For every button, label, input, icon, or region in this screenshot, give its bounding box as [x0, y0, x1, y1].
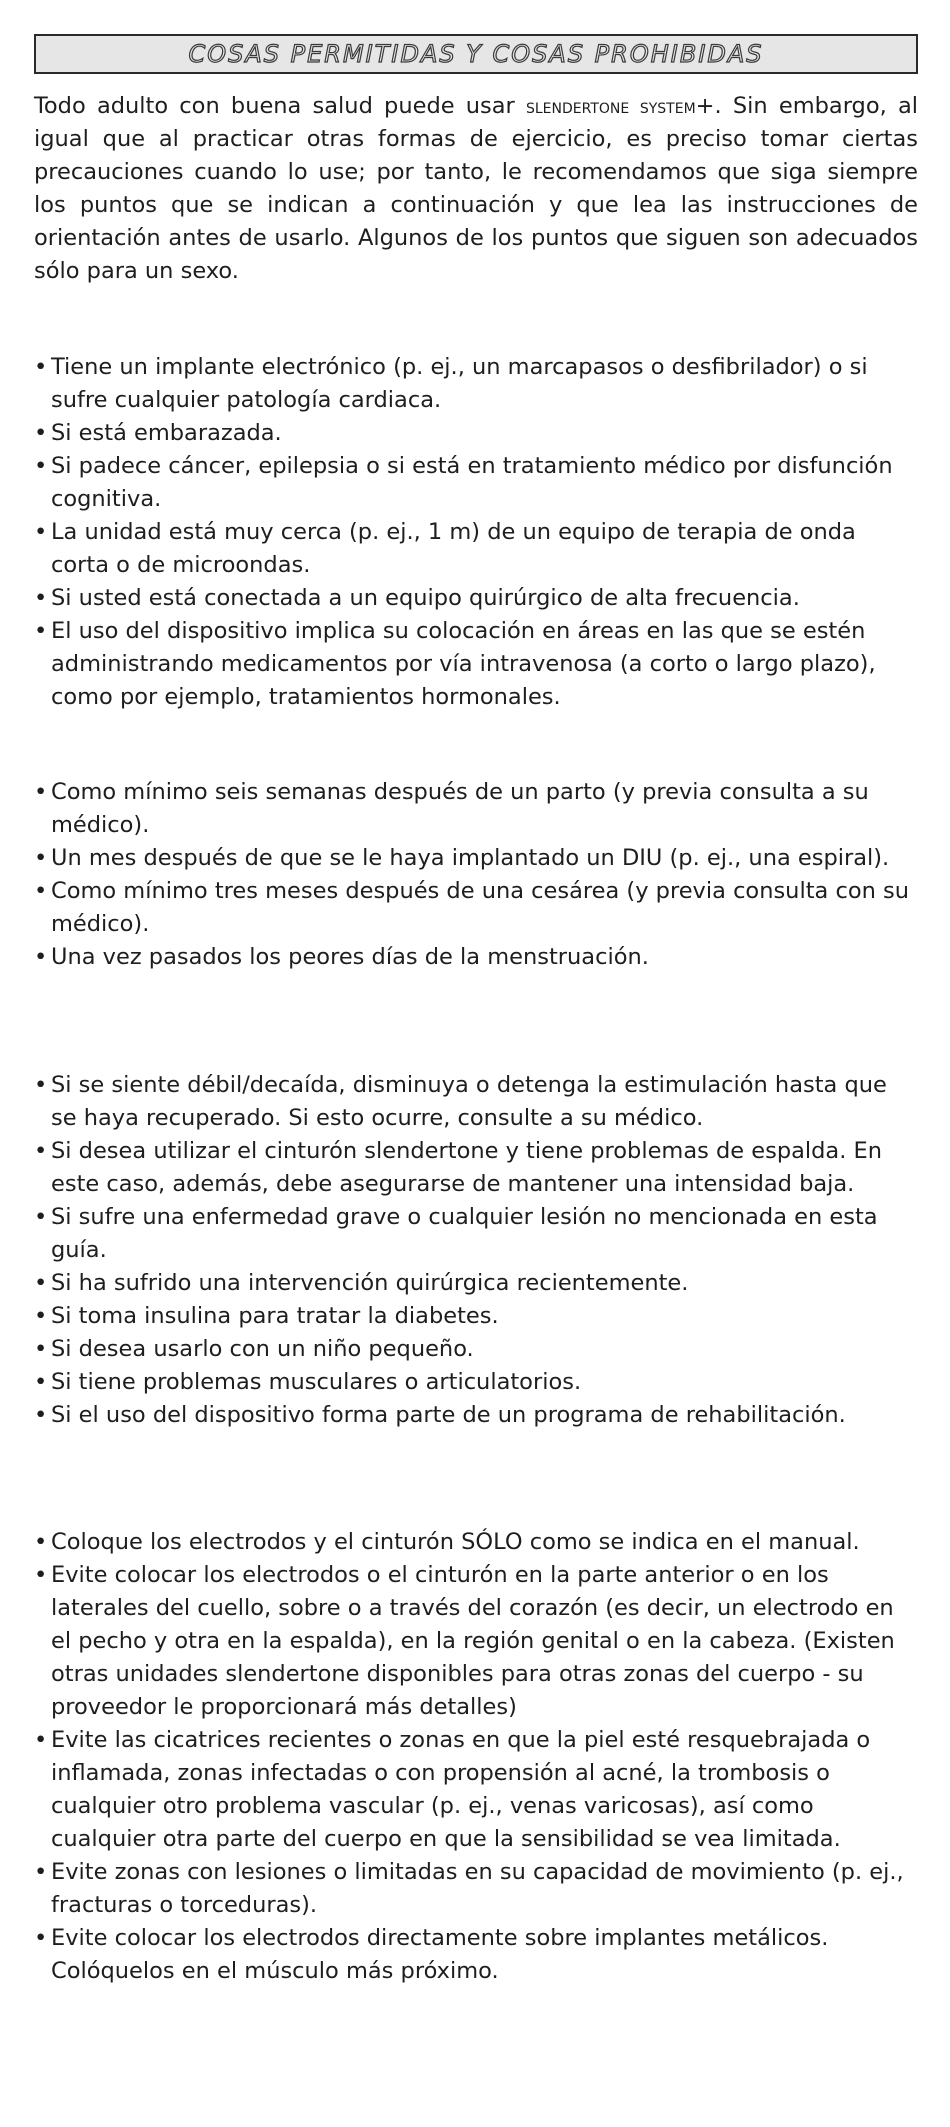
- list-item: [34, 351, 918, 417]
- list-item-text: Tiene un implante electrónico (p. ej., un marcapasos o desfibrilador) o si sufre cualquier patología cardiaca.: [51, 354, 868, 413]
- bullet-icon: •: [34, 878, 48, 904]
- list-item-text: Si desea usarlo con un niño pequeño.: [51, 1336, 474, 1362]
- list-item-text: Un mes después de que se le haya implantado un DIU (p. ej., una espiral).: [51, 845, 890, 871]
- bullet-icon: •: [34, 354, 48, 380]
- bullet-icon: •: [34, 845, 48, 871]
- list-item: [34, 1069, 918, 1135]
- list-item-text: Si tiene problemas musculares o articulatorios.: [51, 1369, 582, 1395]
- intro-text-start: Todo adulto con buena salud puede usar: [34, 93, 526, 119]
- bullet-icon: •: [34, 453, 48, 479]
- bullet-icon: •: [34, 944, 48, 970]
- bullet-icon: •: [34, 1402, 48, 1428]
- list-item: [34, 776, 918, 842]
- bullet-icon: •: [34, 1204, 48, 1230]
- list-item: [34, 1922, 918, 1988]
- list-item-text: Evite las cicatrices recientes o zonas en que la piel esté resquebrajada o inflamada, zonas infectadas o con propensión al acné, la trombosis o cualquier otro problema vascular (p. ej., venas varicosas), así como cualquier otra parte del cuerpo en que la sensibilidad se vea limitada.: [51, 1727, 871, 1852]
- list-item: [34, 1201, 918, 1267]
- list-item-text: Si se siente débil/decaída, disminuya o detenga la estimulación hasta que se haya recuperado. Si esto ocurre, consulte a su médico.: [51, 1072, 887, 1131]
- document-page: [34, 34, 918, 1988]
- list-item: [34, 516, 918, 582]
- list-item-text: Evite colocar los electrodos o el cinturón en la parte anterior o en los laterales del cuello, sobre o a través del corazón (es decir, un electrodo en el pecho y otra en la espalda), en la región genital o en la cabeza. (Existen otras unidades slendertone disponibles para otras zonas del cuerpo - su proveedor le proporcionará más detalles): [51, 1562, 895, 1720]
- list-item: [34, 450, 918, 516]
- bullet-icon: •: [34, 1303, 48, 1329]
- list-item-text: Si ha sufrido una intervención quirúrgica recientemente.: [51, 1270, 689, 1296]
- list-item: [34, 1559, 918, 1724]
- bullet-icon: •: [34, 779, 48, 805]
- bullet-icon: •: [34, 1270, 48, 1296]
- section-placement: [34, 1526, 918, 1988]
- section-precautions: [34, 1069, 918, 1432]
- list-item-text: Si el uso del dispositivo forma parte de un programa de rehabilitación.: [51, 1402, 846, 1428]
- bullet-list: [34, 776, 918, 974]
- list-item-text: Evite zonas con lesiones o limitadas en su capacidad de movimiento (p. ej., fracturas o torceduras).: [51, 1859, 904, 1918]
- section-postpone-use: [34, 776, 918, 974]
- list-item: [34, 941, 918, 974]
- bullet-icon: •: [34, 1072, 48, 1098]
- intro-text-end: +. Sin embargo, al igual que al practicar otras formas de ejercicio, es preciso tomar ciertas precauciones cuando lo use; por tanto, le recomendamos que siga siempre los puntos que se indican a continuación y que lea las instrucciones de orientación antes de usarlo. Algunos de los puntos que siguen son adecuados sólo para un sexo.: [34, 93, 919, 284]
- list-item-text: Si desea utilizar el cinturón slendertone y tiene problemas de espalda. En este caso, además, debe asegurarse de mantener una intensidad baja.: [51, 1138, 883, 1197]
- bullet-icon: •: [34, 1859, 48, 1885]
- list-item-text: El uso del dispositivo implica su colocación en áreas en las que se estén administrando medicamentos por vía intravenosa (a corto o largo plazo), como por ejemplo, tratamientos hormonales.: [51, 618, 876, 710]
- section-contraindications: [34, 351, 918, 714]
- bullet-icon: •: [34, 1562, 48, 1588]
- page-title: COSAS PERMITIDAS Y COSAS PROHIBIDAS: [188, 40, 764, 68]
- list-item: [34, 1267, 918, 1300]
- list-item: [34, 842, 918, 875]
- brand-name: slendertone system: [526, 94, 696, 118]
- bullet-list: [34, 351, 918, 714]
- list-item: [34, 615, 918, 714]
- bullet-icon: •: [34, 1925, 48, 1951]
- list-item-text: Si sufre una enfermedad grave o cualquier lesión no mencionada en esta guía.: [51, 1204, 878, 1263]
- bullet-icon: •: [34, 1529, 48, 1555]
- bullet-icon: •: [34, 618, 48, 644]
- list-item: [34, 1526, 918, 1559]
- list-item: [34, 1399, 918, 1432]
- bullet-icon: •: [34, 1369, 48, 1395]
- list-item: [34, 875, 918, 941]
- list-item: [34, 1135, 918, 1201]
- list-item-text: Si padece cáncer, epilepsia o si está en tratamiento médico por disfunción cognitiva.: [51, 453, 893, 512]
- list-item: [34, 417, 918, 450]
- list-item-text: Si toma insulina para tratar la diabetes.: [51, 1303, 499, 1329]
- list-item-text: Si está embarazada.: [51, 420, 282, 446]
- list-item-text: Una vez pasados los peores días de la menstruación.: [51, 944, 649, 970]
- list-item-text: Como mínimo tres meses después de una cesárea (y previa consulta con su médico).: [51, 878, 909, 937]
- intro-paragraph: [34, 90, 918, 288]
- list-item: [34, 1366, 918, 1399]
- list-item: [34, 1724, 918, 1856]
- bullet-icon: •: [34, 1336, 48, 1362]
- list-item-text: La unidad está muy cerca (p. ej., 1 m) de un equipo de terapia de onda corta o de microondas.: [51, 519, 856, 578]
- list-item-text: Evite colocar los electrodos directamente sobre implantes metálicos. Colóquelos en el músculo más próximo.: [51, 1925, 829, 1984]
- bullet-icon: •: [34, 519, 48, 545]
- bullet-list: [34, 1069, 918, 1432]
- bullet-list: [34, 1526, 918, 1988]
- list-item: [34, 1856, 918, 1922]
- list-item-text: Si usted está conectada a un equipo quirúrgico de alta frecuencia.: [51, 585, 800, 611]
- list-item: [34, 1333, 918, 1366]
- list-item: [34, 582, 918, 615]
- bullet-icon: •: [34, 1138, 48, 1164]
- bullet-icon: •: [34, 1727, 48, 1753]
- list-item-text: Coloque los electrodos y el cinturón SÓLO como se indica en el manual.: [51, 1529, 860, 1555]
- bullet-icon: •: [34, 420, 48, 446]
- list-item-text: Como mínimo seis semanas después de un parto (y previa consulta a su médico).: [51, 779, 869, 838]
- bullet-icon: •: [34, 585, 48, 611]
- title-banner: [34, 34, 918, 74]
- list-item: [34, 1300, 918, 1333]
